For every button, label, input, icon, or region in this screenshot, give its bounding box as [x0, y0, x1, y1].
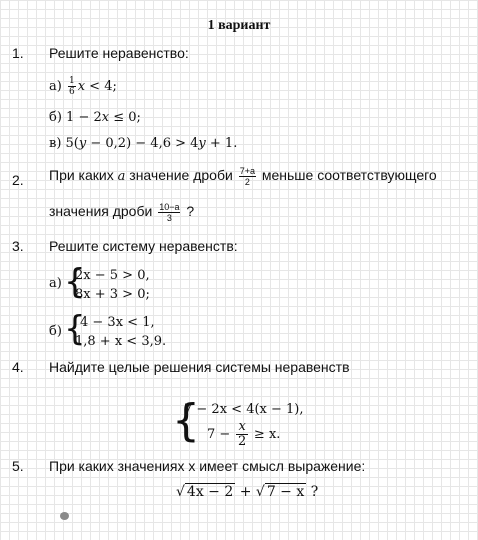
problem-2-line2: [49, 202, 194, 223]
problem-1b: [49, 110, 141, 125]
fraction: [239, 166, 256, 187]
text: значение дроби: [129, 167, 233, 184]
label: б): [49, 110, 62, 125]
problem-1c: [49, 136, 237, 151]
text: При каких: [49, 167, 114, 184]
problem-3-number: 3.: [12, 238, 24, 254]
plus: +: [239, 484, 252, 500]
question-mark: ?: [186, 203, 195, 220]
question-mark: ?: [310, 484, 319, 500]
brace-icon: {: [172, 395, 200, 446]
variable: y: [78, 136, 87, 151]
variable-a: a: [117, 169, 126, 185]
denominator: 6: [68, 87, 75, 97]
problem-2-line1: [49, 166, 437, 187]
variable: x: [77, 79, 86, 94]
numerator: 1: [68, 76, 75, 86]
problem-4-line1: 7 − 2x < 4(x − 1),: [184, 402, 304, 417]
fraction: [158, 202, 180, 223]
numerator: x: [238, 419, 246, 434]
problem-5-expression: [176, 484, 318, 500]
denominator: 2: [244, 177, 250, 187]
text: значения дроби: [49, 203, 153, 220]
page-title: 1 вариант: [207, 18, 271, 33]
radicand: 4x − 2: [186, 484, 234, 500]
problem-3a-label: а): [49, 276, 62, 291]
problem-3b-line2: 1,8 + x < 3,9.: [75, 334, 167, 349]
brace-icon: {: [64, 262, 86, 302]
problem-5-text: При каких значениях x имеет смысл выражение:: [49, 458, 366, 474]
problem-2-number: 2.: [12, 172, 24, 188]
denominator: 2: [237, 434, 247, 449]
radicand: 7 − x: [266, 484, 305, 500]
rest: ≤ 0;: [109, 110, 141, 125]
rest: < 4;: [85, 79, 117, 94]
problem-3a-line2: 8x + 3 > 0;: [75, 287, 150, 302]
problem-1a: [49, 76, 117, 97]
sqrt-icon: √: [255, 484, 265, 500]
expr: 1 − 2: [66, 110, 102, 125]
label: а): [49, 79, 62, 94]
fraction: [236, 420, 247, 449]
numerator: 7+a: [239, 166, 255, 176]
expr: 7 −: [207, 427, 231, 442]
problem-3-text: Решите систему неравенств:: [49, 238, 238, 254]
problem-3b-label: б): [49, 324, 62, 339]
problem-4-text: Найдите целые решения системы неравенств: [49, 359, 350, 375]
brace-icon: {: [64, 309, 86, 349]
fraction: [68, 76, 76, 97]
numerator: 10−a: [159, 202, 180, 212]
text: меньше соответствующего: [261, 167, 437, 184]
problem-3a-line1: 2x − 5 > 0,: [75, 268, 150, 283]
variable: y: [198, 136, 206, 151]
problem-1-number: 1.: [12, 45, 24, 61]
sqrt-icon: √: [176, 484, 185, 500]
rest: + 1.: [205, 136, 238, 151]
problem-4-number: 4.: [12, 359, 24, 375]
denominator: 3: [166, 213, 172, 223]
problem-4-line2: [207, 420, 280, 449]
expr: ≥ x.: [253, 427, 281, 442]
problem-3b-line1: 4 − 3x < 1,: [80, 315, 155, 330]
problem-5-number: 5.: [12, 458, 24, 474]
expr: − 0,2) − 4,6 > 4: [86, 136, 199, 151]
bullet-dot: [60, 512, 69, 520]
label: в): [49, 136, 62, 151]
problem-1-text: Решите неравенство:: [49, 45, 189, 61]
expr: 5(: [65, 136, 79, 151]
variable: x: [101, 110, 110, 125]
